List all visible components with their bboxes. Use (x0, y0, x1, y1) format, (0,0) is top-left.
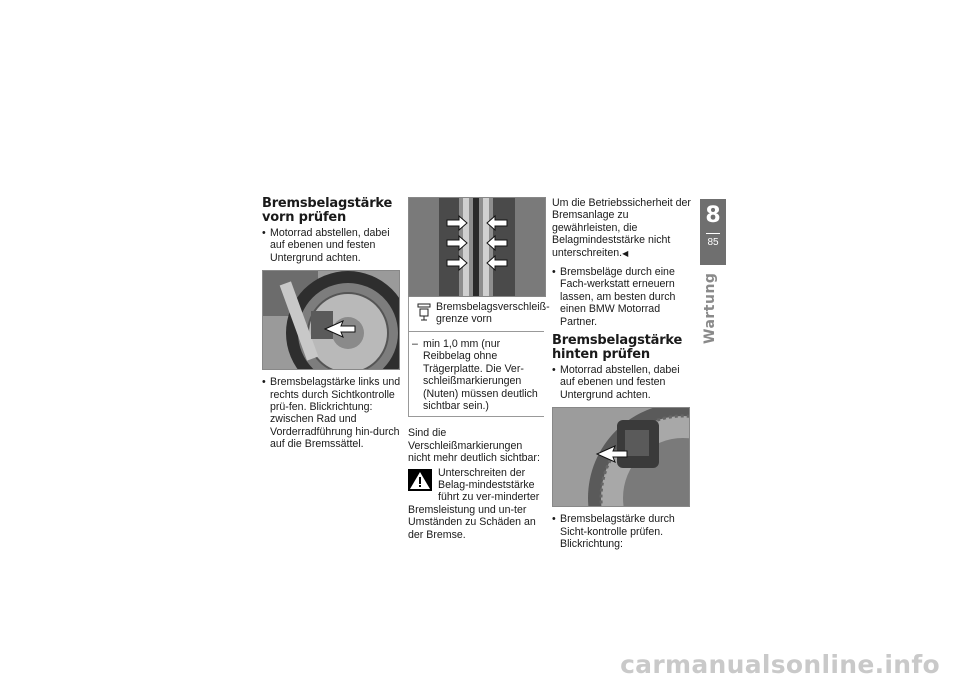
paragraph-safety-text: Um die Betriebssicherheit der Bremsanlage zu gewährleisten, die Belagmindeststärke nicht unterschreiten. (552, 197, 691, 259)
steps-list-front-2 (262, 376, 402, 450)
chapter-divider (706, 233, 720, 234)
end-mark-icon: ◀ (622, 248, 629, 258)
steps-list-front-1 (262, 227, 402, 264)
paragraph-safety (552, 197, 692, 260)
heading-front-brake-pads: Bremsbelagstärke vorn prüfen (262, 196, 393, 225)
step-park-motorcycle-rear: • Motorrad abstellen, dabei auf ebenen und festen Untergrund achten. (552, 364, 692, 401)
step-visual-check-rear: • Bremsbelagstärke durch Sicht-kontrolle prüfen. Blickrichtung: (552, 513, 692, 550)
photo-front-wheel-brake (262, 270, 400, 370)
chapter-tab (700, 199, 726, 265)
step-visual-check-front: • Bremsbelagstärke links und rechts durch Sichtkontrolle prü-fen. Blickrichtung: zwischen Rad und Vorderradführung hin-durch auf die Bremssättel. (262, 376, 402, 450)
section-label: Wartung (702, 272, 718, 344)
brake-pad-icon (417, 303, 431, 321)
steps-list-workshop (552, 266, 692, 328)
column-middle (408, 197, 550, 541)
warning-triangle-icon (408, 469, 432, 491)
watermark: carmanualsonline.info (620, 650, 940, 679)
steps-list-rear-1 (552, 364, 692, 401)
column-left (262, 197, 402, 457)
heading-rear-brake-pads: Bremsbelagstärke hinten prüfen (552, 333, 683, 363)
front-wheel-illustration (263, 271, 399, 369)
rear-caliper-illustration (553, 408, 689, 506)
brake-caliper-illustration (409, 198, 545, 296)
chapter-number: 8 (705, 203, 721, 228)
photo-brake-pad-wear-marks (408, 197, 546, 297)
photo-rear-brake-caliper (552, 407, 690, 507)
wear-limit-text: min 1,0 mm (nur Reibbelag ohne Trägerplatte. Die Ver-schleißmarkierungen (Nuten) müssen deutlich sichtbar sein.) (423, 338, 538, 413)
step-replace-pads: • Bremsbeläge durch eine Fach-werkstatt erneuern lassen, am besten durch einen BMW Motorrad Partner. (552, 266, 692, 328)
warning-block (408, 467, 544, 541)
step-park-motorcycle-front: • Motorrad abstellen, dabei auf ebenen und festen Untergrund achten. (262, 227, 402, 264)
warning-text: Unterschreiten der Belag-mindeststärke führt zu ver-minderter Bremsleistung und un-ter Umständen zu Schäden an der Bremse. (408, 466, 540, 541)
column-right (552, 197, 692, 557)
dash-marker: – (412, 338, 418, 350)
wear-limit-box (408, 297, 550, 417)
wear-limit-value (409, 332, 544, 416)
paragraph-wear-marks: Sind die Verschleißmarkierungen nicht mehr deutlich sichtbar: (408, 427, 540, 465)
wear-limit-header (409, 297, 550, 332)
steps-list-rear-2 (552, 513, 692, 550)
page-number: 85 (707, 237, 719, 248)
wear-limit-title: Bremsbelagsverschleiß-grenze vorn (436, 301, 550, 326)
